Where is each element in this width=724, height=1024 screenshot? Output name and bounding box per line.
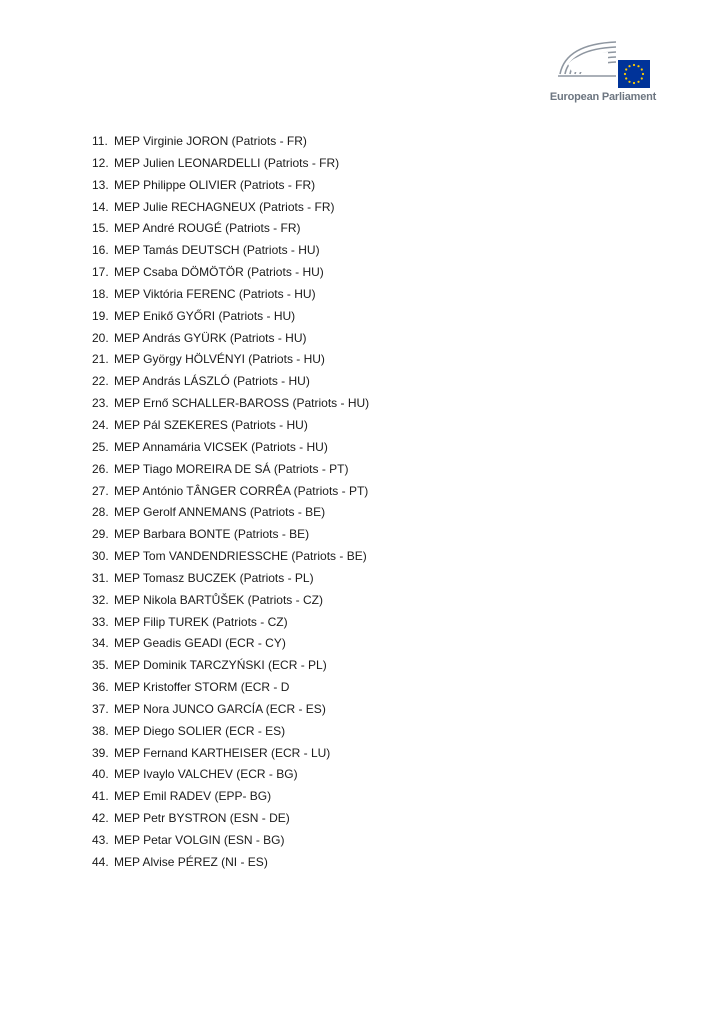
logo-text: European Parliament — [549, 91, 657, 103]
list-item-text: MEP Julie RECHAGNEUX (Patriots - FR) — [114, 199, 335, 214]
list-item — [92, 633, 369, 655]
list-item — [92, 393, 369, 415]
list-item-number: 13. — [92, 177, 109, 192]
list-item-number: 14. — [92, 199, 109, 214]
list-item-text: MEP Ernő SCHALLER-BAROSS (Patriots - HU) — [114, 396, 370, 411]
list-item-text: MEP Alvise PÉREZ (NI - ES) — [114, 854, 268, 869]
list-item-text: MEP André ROUGÉ (Patriots - FR) — [114, 221, 301, 236]
list-item-number: 30. — [92, 549, 109, 564]
list-item-number: 32. — [92, 592, 109, 607]
list-item-number: 44. — [92, 854, 109, 869]
flag-star-icon — [633, 64, 635, 66]
list-item-number: 28. — [92, 505, 109, 520]
list-item — [92, 830, 369, 852]
flag-star-icon — [628, 65, 630, 67]
list-item-text: MEP Philippe OLIVIER (Patriots - FR) — [114, 177, 316, 192]
list-item-text: MEP Petar VOLGIN (ESN - BG) — [114, 833, 285, 847]
list-item — [92, 852, 369, 874]
mep-list — [92, 131, 369, 874]
list-item-text: MEP Julien LEONARDELLI (Patriots - FR) — [114, 155, 340, 170]
list-item-text: MEP Tomasz BUCZEK (Patriots - PL) — [114, 570, 314, 585]
list-item — [92, 721, 369, 743]
list-item-text: MEP Enikő GYŐRI (Patriots - HU) — [114, 308, 296, 323]
list-item-text: MEP Nora JUNCO GARCÍA (ECR - ES) — [114, 701, 326, 716]
list-item — [92, 197, 369, 219]
list-item-text: MEP Tamás DEUTSCH (Patriots - HU) — [114, 243, 320, 258]
flag-star-icon — [641, 77, 643, 79]
list-item-number: 29. — [92, 527, 109, 542]
list-item — [92, 415, 369, 437]
list-item-number: 22. — [92, 374, 109, 389]
list-item — [92, 699, 369, 721]
list-item-text: MEP Diego SOLIER (ECR - ES) — [114, 723, 286, 738]
list-item-number: 26. — [92, 461, 109, 476]
list-item-text: MEP Pál SZEKERES (Patriots - HU) — [114, 417, 308, 432]
list-item — [92, 786, 369, 808]
list-item-number: 36. — [92, 680, 109, 695]
list-item-number: 19. — [92, 308, 109, 323]
list-item-text: MEP Tiago MOREIRA DE SÁ (Patriots - PT) — [114, 461, 349, 476]
list-item-number: 39. — [92, 745, 109, 760]
list-item — [92, 349, 369, 371]
list-item — [92, 502, 369, 524]
list-item — [92, 764, 369, 786]
list-item — [92, 240, 369, 262]
european-parliament-logo — [548, 36, 658, 108]
flag-star-icon — [628, 81, 630, 83]
list-item — [92, 459, 369, 481]
list-item — [92, 655, 369, 677]
list-item — [92, 481, 369, 503]
flag-star-icon — [624, 73, 626, 75]
list-item-number: 42. — [92, 811, 109, 826]
list-item-text: MEP Petr BYSTRON (ESN - DE) — [114, 811, 290, 826]
list-item-number: 34. — [92, 636, 109, 651]
list-item — [92, 743, 369, 765]
list-item — [92, 175, 369, 197]
list-item-number: 20. — [92, 330, 109, 345]
list-item — [92, 437, 369, 459]
list-item-text: MEP Virginie JORON (Patriots - FR) — [114, 134, 307, 148]
list-item-number: 11. — [92, 134, 108, 148]
list-item-number: 25. — [92, 439, 109, 454]
list-item-text: MEP António TÂNGER CORRÊA (Patriots - PT) — [114, 483, 369, 498]
list-item-text: MEP Tom VANDENDRIESSCHE (Patriots - BE) — [114, 549, 367, 564]
flag-star-icon — [633, 82, 635, 84]
list-item-number: 17. — [92, 265, 109, 280]
list-item — [92, 284, 369, 306]
list-item — [92, 590, 369, 612]
list-item-text: MEP Emil RADEV (EPP- BG) — [114, 789, 272, 804]
list-item — [92, 328, 369, 350]
list-item — [92, 153, 369, 175]
flag-star-icon — [625, 77, 627, 79]
list-item-text: MEP Fernand KARTHEISER (ECR - LU) — [114, 745, 331, 760]
list-item-text: MEP Csaba DÖMÖTÖR (Patriots - HU) — [114, 265, 324, 280]
parliament-hemicycle-icon — [548, 36, 658, 90]
list-item-number: 31. — [92, 570, 109, 585]
list-item-number: 35. — [92, 658, 109, 673]
list-item — [92, 262, 369, 284]
list-item-number: 43. — [92, 833, 109, 847]
list-item-number: 18. — [92, 286, 109, 301]
list-item-number: 41. — [92, 789, 109, 804]
list-item-number: 33. — [92, 614, 109, 629]
list-item-text: MEP Dominik TARCZYŃSKI (ECR - PL) — [114, 658, 327, 673]
list-item — [92, 371, 369, 393]
list-item-text: MEP András GYÜRK (Patriots - HU) — [114, 330, 307, 345]
list-item-number: 37. — [92, 701, 109, 716]
list-item — [92, 218, 369, 240]
list-item-number: 12. — [92, 155, 109, 170]
list-item-text: MEP Barbara BONTE (Patriots - BE) — [114, 527, 310, 542]
list-item-number: 21. — [92, 352, 109, 367]
list-item — [92, 131, 369, 153]
list-item — [92, 306, 369, 328]
list-item-number: 15. — [92, 221, 109, 236]
list-item — [92, 677, 369, 699]
list-item-number: 24. — [92, 417, 109, 432]
list-item — [92, 546, 369, 568]
list-item-text: MEP Ivaylo VALCHEV (ECR - BG) — [114, 767, 298, 782]
list-item-number: 27. — [92, 483, 109, 498]
list-item — [92, 808, 369, 830]
list-item-number: 23. — [92, 396, 109, 411]
flag-star-icon — [637, 65, 639, 67]
list-item-number: 16. — [92, 243, 109, 258]
list-item-number: 40. — [92, 767, 109, 782]
list-item-text: MEP György HÖLVÉNYI (Patriots - HU) — [114, 352, 325, 367]
list-item-text: MEP Annamária VICSEK (Patriots - HU) — [114, 439, 328, 454]
list-item-text: MEP Viktória FERENC (Patriots - HU) — [114, 286, 316, 301]
list-item-text: MEP Nikola BARTŮŠEK (Patriots - CZ) — [114, 592, 323, 607]
list-item-number: 38. — [92, 723, 109, 738]
flag-star-icon — [637, 81, 639, 83]
flag-star-icon — [625, 68, 627, 70]
list-item-text: MEP Filip TUREK (Patriots - CZ) — [114, 614, 288, 629]
flag-star-icon — [641, 68, 643, 70]
list-item-text: MEP Kristoffer STORM (ECR - D — [114, 680, 290, 695]
list-item — [92, 524, 369, 546]
flag-star-icon — [642, 73, 644, 75]
list-item — [92, 612, 369, 634]
list-item-text: MEP Geadis GEADI (ECR - CY) — [114, 636, 286, 651]
list-item-text: MEP Gerolf ANNEMANS (Patriots - BE) — [114, 505, 326, 520]
list-item-text: MEP András LÁSZLÓ (Patriots - HU) — [114, 374, 310, 389]
list-item — [92, 568, 369, 590]
